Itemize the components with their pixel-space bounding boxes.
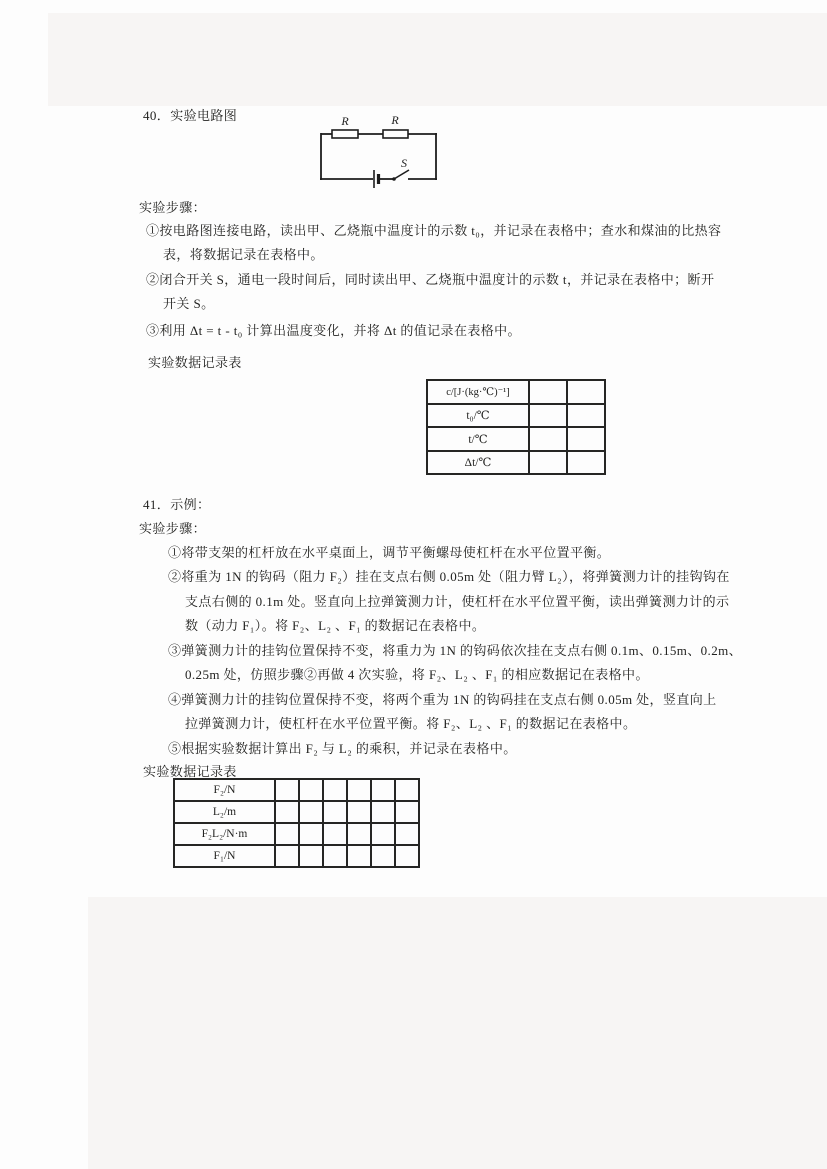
table-empty-cell	[567, 380, 605, 404]
step-line: 0.25m 处，仿照步骤②再做 4 次实验，将 F₂、L₂ 、F₁ 的相应数据记在表格中。	[185, 667, 649, 682]
table-empty-cell	[323, 779, 347, 801]
table-row	[427, 404, 605, 428]
table-empty-cell	[275, 801, 299, 823]
table-label-cell: F₂/N	[174, 779, 275, 801]
table-empty-cell	[529, 380, 567, 404]
steps-title-q40: 实验步骤：	[139, 200, 207, 215]
step-line: ①将带支架的杠杆放在水平桌面上，调节平衡螺母使杠杆在水平位置平衡。	[168, 545, 611, 560]
switch-label: S	[401, 156, 407, 170]
data-table-q40	[426, 379, 606, 475]
table-title-q40: 实验数据记录表	[148, 355, 242, 370]
table-empty-cell	[323, 823, 347, 845]
table-empty-cell	[347, 801, 371, 823]
table-empty-cell	[323, 845, 347, 867]
table-empty-cell	[347, 845, 371, 867]
table-empty-cell	[567, 427, 605, 451]
switch-blade	[394, 170, 409, 179]
table-empty-cell	[347, 823, 371, 845]
table-empty-cell	[299, 823, 323, 845]
table-empty-cell	[529, 427, 567, 451]
table-row	[174, 801, 419, 823]
resistor-label: R	[341, 114, 349, 128]
table-label-cell: t₀/℃	[427, 404, 529, 428]
table-title-q41: 实验数据记录表	[143, 764, 237, 779]
table-empty-cell	[275, 823, 299, 845]
table-row	[427, 427, 605, 451]
scan-artifact-top	[48, 13, 827, 106]
table-label-cell: F₁/N	[174, 845, 275, 867]
table-empty-cell	[323, 801, 347, 823]
data-table-q41	[173, 778, 420, 868]
table-empty-cell	[275, 779, 299, 801]
table-label-cell: t/℃	[427, 427, 529, 451]
step-line: ②将重为 1N 的钩码（阻力 F₂）挂在支点右侧 0.05m 处（阻力臂 L₂），将弹簧测力计的挂钩钩在	[168, 569, 730, 584]
step-line: 数（动力 F₁）。将 F₂、L₂ 、F₁ 的数据记在表格中。	[185, 618, 486, 633]
table-empty-cell	[395, 823, 419, 845]
table-empty-cell	[395, 779, 419, 801]
step-line: ③弹簧测力计的挂钩位置保持不变，将重力为 1N 的钩码依次挂在支点右侧 0.1m、0.15m、0.2m、	[168, 643, 743, 658]
table-empty-cell	[567, 451, 605, 475]
table-row	[174, 845, 419, 867]
resistor-label: R	[391, 113, 399, 127]
table-row	[427, 451, 605, 475]
table-empty-cell	[371, 779, 395, 801]
table-empty-cell	[567, 404, 605, 428]
table-row	[174, 823, 419, 845]
table-empty-cell	[529, 451, 567, 475]
table-empty-cell	[275, 845, 299, 867]
table-empty-cell	[299, 845, 323, 867]
table-empty-cell	[395, 845, 419, 867]
resistor-icon	[383, 130, 408, 138]
step-line: 支点右侧的 0.1m 处。竖直向上拉弹簧测力计，使杠杆在水平位置平衡，读出弹簧测力计的示	[185, 594, 730, 609]
resistor-icon	[332, 130, 358, 138]
question-41-heading: 41．示例：	[143, 497, 211, 512]
table-empty-cell	[371, 801, 395, 823]
table-label-cell: Δt/℃	[427, 451, 529, 475]
step-line: ②闭合开关 S，通电一段时间后，同时读出甲、乙烧瓶中温度计的示数 t，并记录在表格中；断开	[146, 272, 715, 287]
step-line: ③利用 Δt = t - t₀ 计算出温度变化，并将 Δt 的值记录在表格中。	[146, 323, 521, 338]
step-line: ⑤根据实验数据计算出 F₂ 与 L₂ 的乘积，并记录在表格中。	[168, 741, 517, 756]
step-line: 表，将数据记录在表格中。	[163, 247, 324, 262]
step-line: 开关 S。	[163, 296, 215, 311]
table-label-cell: L₂/m	[174, 801, 275, 823]
table-empty-cell	[371, 823, 395, 845]
table-empty-cell	[371, 845, 395, 867]
step-line: ①按电路图连接电路，读出甲、乙烧瓶中温度计的示数 t₀，并记录在表格中；查水和煤油的比热容	[146, 223, 722, 238]
step-line: ④弹簧测力计的挂钩位置保持不变，将两个重为 1N 的钩码挂在支点右侧 0.05m 处，竖直向上	[168, 692, 717, 707]
table-label-cell: c/[J·(kg·℃)⁻¹]	[427, 380, 529, 404]
step-line: 拉弹簧测力计，使杠杆在水平位置平衡。将 F₂、L₂ 、F₁ 的数据记在表格中。	[185, 716, 637, 731]
table-empty-cell	[529, 404, 567, 428]
table-empty-cell	[299, 801, 323, 823]
table-row	[174, 779, 419, 801]
steps-title-q41: 实验步骤：	[139, 521, 207, 536]
table-empty-cell	[347, 779, 371, 801]
table-label-cell: F₂L₂/N·m	[174, 823, 275, 845]
table-row	[427, 380, 605, 404]
scan-artifact-bottom	[88, 897, 827, 1169]
question-40-heading: 40．实验电路图	[143, 108, 238, 123]
table-empty-cell	[299, 779, 323, 801]
table-empty-cell	[395, 801, 419, 823]
circuit-diagram	[300, 104, 450, 194]
